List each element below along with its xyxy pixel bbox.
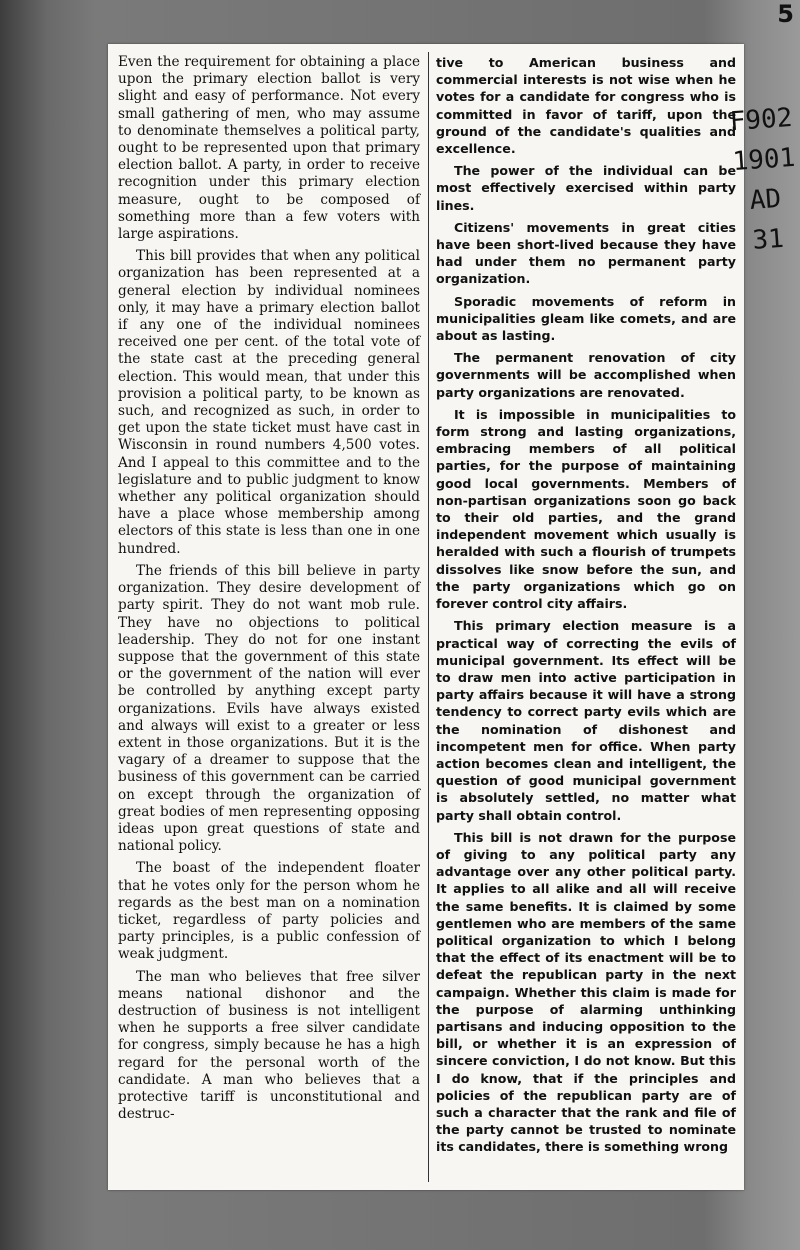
left-paragraph: The boast of the independent floater that he votes only for the person whom he regards as the best man on a nomination ticket, regardless of party policies and party principles, is a public confession of weak judgment. bbox=[118, 860, 420, 963]
handwritten-annotation bbox=[728, 98, 799, 262]
left-paragraph: The friends of this bill believe in party organization. They desire development of party spirit. They do not want mob rule. They have no objections to political leadership. They do not for one instant suppose that the government of this state or the government of the nation will ever be controlled by anything except party organizations. Evils have always existed and always will exist to a greater or less extent in those organizations. But it is the vagary of a dreamer to suppose that the business of this government can be carried on except through the organization of great bodies of men representing opposing ideas upon great questions of state and national policy. bbox=[118, 562, 420, 855]
right-paragraph: Sporadic movements of reform in municipalities gleam like comets, and are about as lasting. bbox=[436, 293, 736, 344]
left-paragraph: This bill provides that when any political organization has been represented at a general election by individual nominees only, it may have a primary election ballot if any one of the individual nominees received one per cent. of the total vote of the state cast at the preceding general election. This would mean, that under this provision a political party, to be known as such, and recognized as such, in order to get upon the state ticket must have cast in Wisconsin in round numbers 4,500 votes. And I appeal to this committee and to the legislature and to public judgment to know whether any political organization should have a place whose membership among electors of this state is less than one in one hundred. bbox=[118, 248, 420, 557]
right-paragraph: This primary election measure is a practical way of correcting the evils of municipal government. Its effect will be to draw men into active participation in party affairs because it will have a strong tendency to correct party evils which are the nomination of dishonest and incompetent men for office. When party action becomes clean and intelligent, the question of good municipal government is absolutely settled, no matter what party shall obtain control. bbox=[436, 618, 736, 823]
right-paragraph: Citizens' movements in great cities have been short-lived because they have had under them no permanent party organization. bbox=[436, 219, 736, 287]
left-paragraph: Even the requirement for obtaining a place upon the primary election ballot is very slight and easy of performance. Not every small gathering of men, who may assume to denominate themselves a political party, ought to be represented upon that primary election ballot. A party, in order to receive recognition under this primary election measure, ought to be composed of something more than a few voters with large aspirations. bbox=[118, 54, 420, 243]
right-paragraph: The power of the individual can be most effectively exercised within party lines. bbox=[436, 163, 736, 213]
handwritten-note: F902 bbox=[728, 102, 794, 138]
page-number: 5 bbox=[777, 0, 794, 28]
newspaper-clipping bbox=[108, 44, 744, 1190]
handwritten-note: 1901 bbox=[731, 142, 797, 178]
left-column bbox=[118, 54, 420, 1128]
right-paragraph: This bill is not drawn for the purpose of giving to any political party any advantage over any other political party. It applies to all alike and all will receive the same benefits. It is claimed by some gentlemen who are members of the same political organization to which I belong that the effect of its enactment will be to defeat the republican party in the next campaign. Whether this claim is made for the purpose of alarming unthinking partisans and inducing opposition to the bill, or whether it is an expression of sincere conviction, I do not know. But this I do know, that if the principles and policies of the republican party are of such a character that the rank and file of the party cannot be trusted to nominate its candidates, there is something wrong bbox=[436, 829, 736, 1155]
handwritten-note: 31 bbox=[751, 223, 785, 256]
column-divider bbox=[428, 52, 429, 1182]
right-paragraph: It is impossible in municipalities to form strong and lasting organizations, embracing members of all political parties, for the purpose of maintaining good local governments. Members of non-partisan organizations soon go back to their old parties, and the grand independent movement which usually is heralded with such a flourish of trumpets dissolves like snow before the sun, and the party organizations which go on forever control city affairs. bbox=[436, 406, 736, 612]
right-column bbox=[436, 54, 736, 1161]
right-paragraph: The permanent renovation of city governments will be accomplished when party organizations are renovated. bbox=[436, 350, 736, 400]
right-paragraph: tive to American business and commercial interests is not wise when he votes for a candidate for congress who is committed in favor of tariff, upon the ground of the candidate's qualities and excellence. bbox=[436, 55, 736, 157]
handwritten-note: AD bbox=[748, 183, 783, 217]
left-paragraph: The man who believes that free silver means national dishonor and the destruction of business is not intelligent when he supports a free silver candidate for congress, simply because he has a high regard for the personal worth of the candidate. A man who believes that a protective tariff is unconstitutional and destruc- bbox=[118, 968, 420, 1123]
